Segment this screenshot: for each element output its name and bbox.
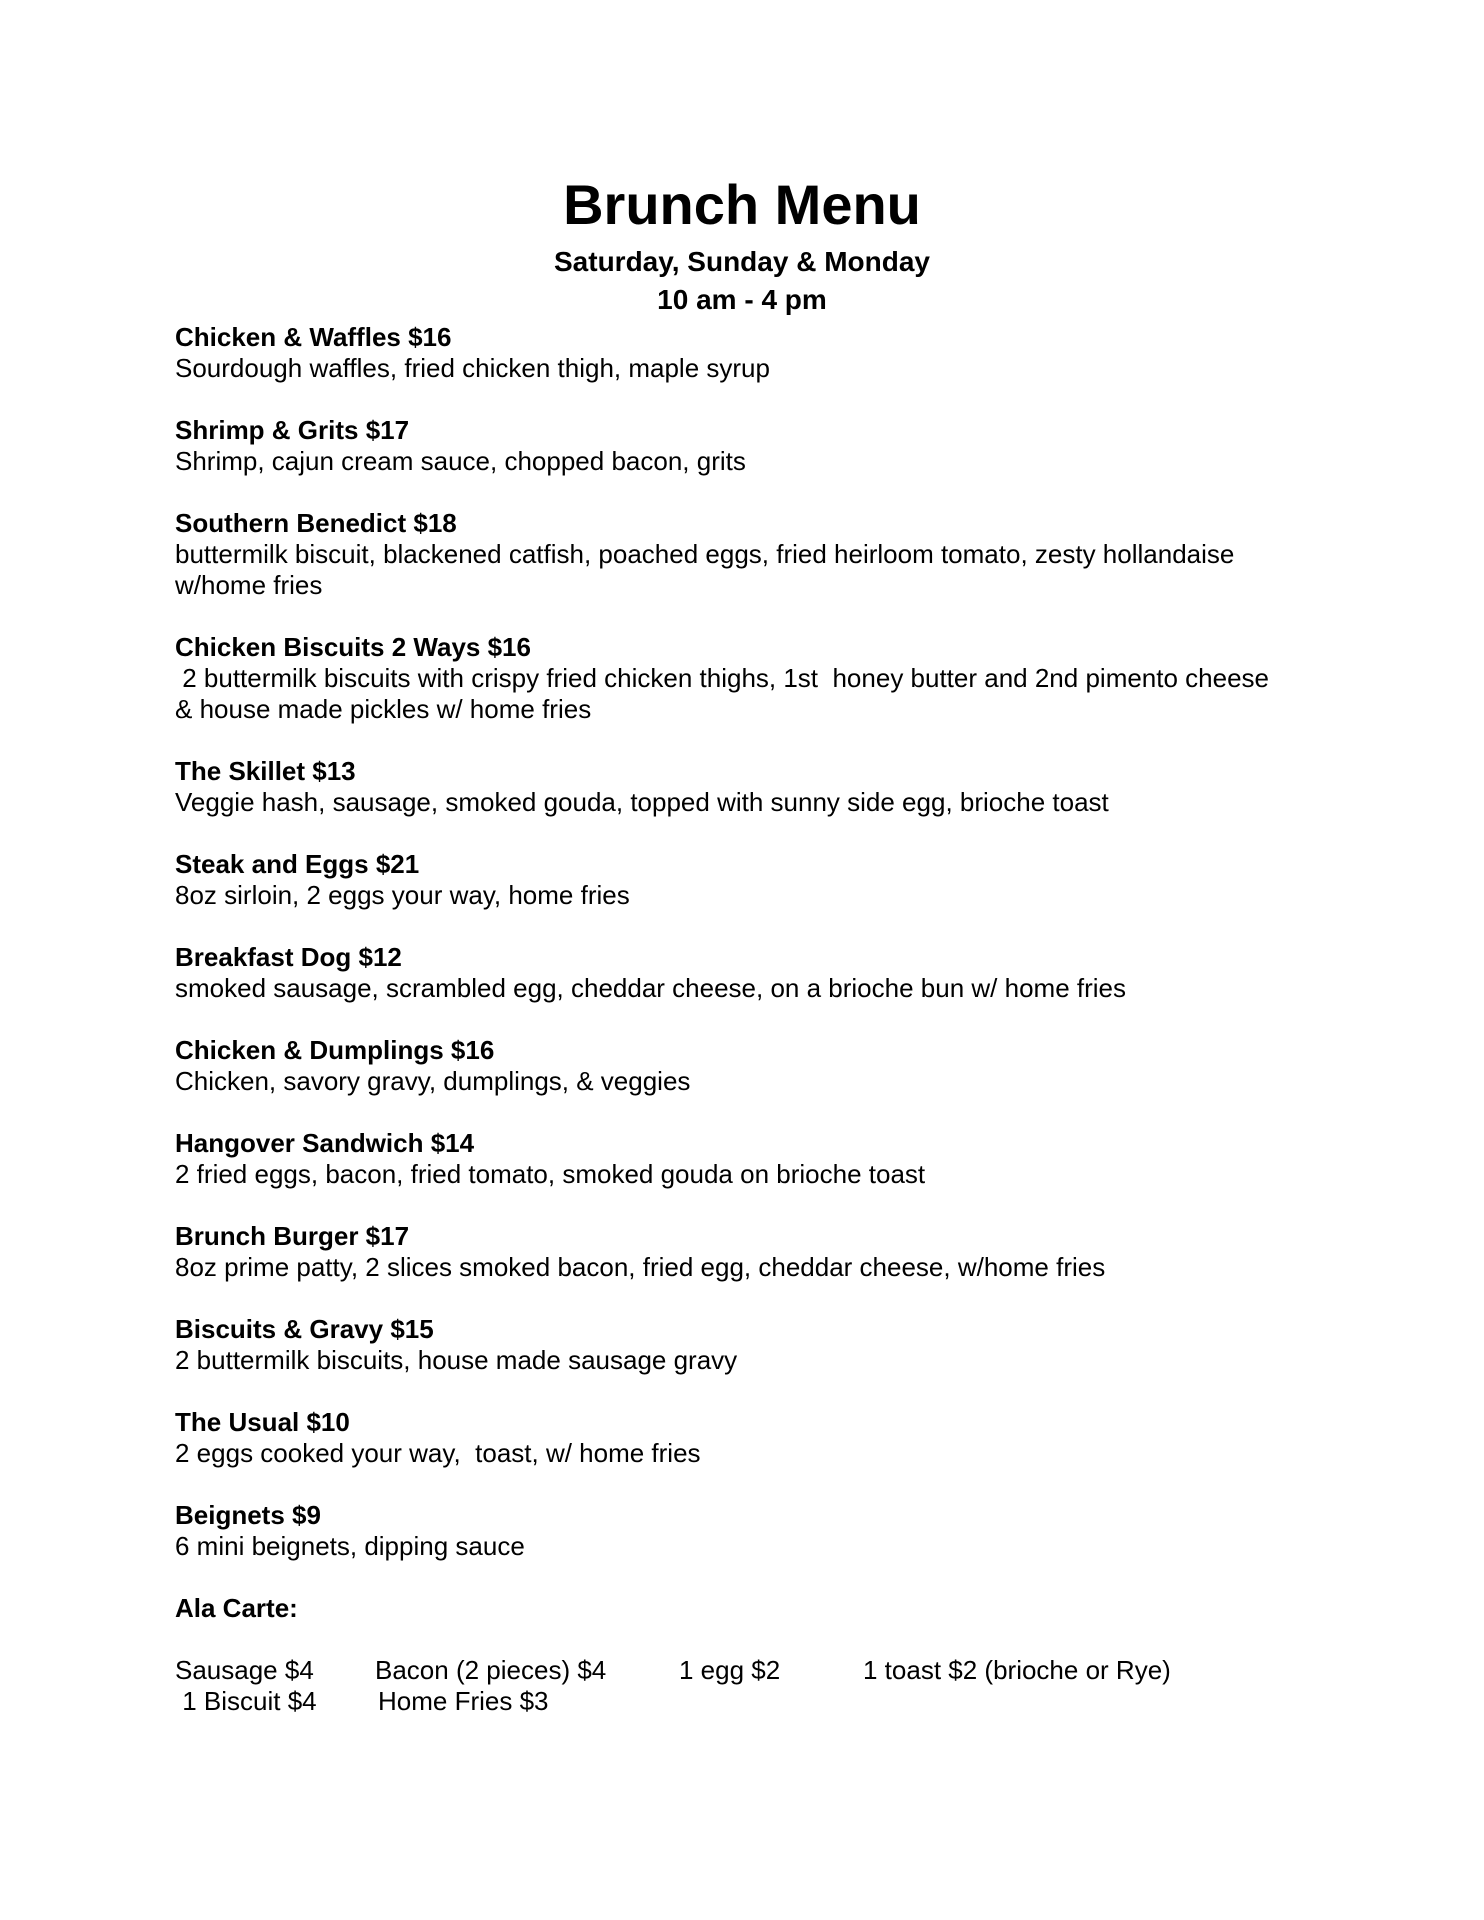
menu-item (175, 508, 1325, 601)
ala-carte-item: Sausage $4 (175, 1655, 314, 1685)
menu-item (175, 849, 1325, 911)
menu-item-name: Steak and Eggs $21 (175, 849, 420, 879)
menu-item-description: Sourdough waffles, fried chicken thigh, maple syrup (175, 353, 770, 383)
menu-item-name: Chicken Biscuits 2 Ways $16 (175, 632, 531, 662)
page-title: Brunch Menu (563, 173, 921, 236)
menu-item-description: 8oz sirloin, 2 eggs your way, home fries (175, 880, 630, 910)
menu-item-name: Southern Benedict $18 (175, 508, 457, 538)
menu-item-description: Chicken, savory gravy, dumplings, & veggies (175, 1066, 691, 1096)
menu-item-description: 6 mini beignets, dipping sauce (175, 1531, 525, 1561)
menu-item (175, 1221, 1325, 1283)
menu-item-name: Breakfast Dog $12 (175, 942, 402, 972)
ala-carte-heading: Ala Carte: (175, 1593, 298, 1623)
service-hours: 10 am - 4 pm (657, 284, 827, 315)
menu-item (175, 632, 1325, 725)
menu-item-name: Brunch Burger $17 (175, 1221, 410, 1251)
ala-carte-item: 1 egg $2 (679, 1655, 781, 1685)
menu-item (175, 1035, 1325, 1097)
ala-carte-item: 1 toast $2 (brioche or Rye) (863, 1655, 1171, 1685)
menu-item-name: The Usual $10 (175, 1407, 350, 1437)
menu-item-description: buttermilk biscuit, blackened catfish, poached eggs, fried heirloom tomato, zesty hollandaise w/home fries (175, 539, 1235, 600)
menu-item (175, 1407, 1325, 1469)
ala-carte-item: Home Fries $3 (378, 1686, 549, 1716)
ala-carte-row (175, 1655, 1325, 1686)
menu-item (175, 1128, 1325, 1190)
menu-item-description: smoked sausage, scrambled egg, cheddar cheese, on a brioche bun w/ home fries (175, 973, 1126, 1003)
menu-item-name: Beignets $9 (175, 1500, 321, 1530)
ala-carte-row (175, 1686, 1325, 1717)
menu-item (175, 756, 1325, 818)
menu-item-name: Chicken & Waffles $16 (175, 322, 452, 352)
menu-item-name: Hangover Sandwich $14 (175, 1128, 475, 1158)
menu-item-name: The Skillet $13 (175, 756, 356, 786)
menu-item (175, 942, 1325, 1004)
ala-carte-item: 1 Biscuit $4 (175, 1686, 317, 1716)
menu-item-description: Veggie hash, sausage, smoked gouda, topped with sunny side egg, brioche toast (175, 787, 1109, 817)
menu-item-description: 2 fried eggs, bacon, fried tomato, smoked gouda on brioche toast (175, 1159, 926, 1189)
menu-item-description: Shrimp, cajun cream sauce, chopped bacon, grits (175, 446, 746, 476)
menu-item (175, 322, 1325, 384)
menu-item (175, 1500, 1325, 1562)
ala-carte-item: Bacon (2 pieces) $4 (375, 1655, 607, 1685)
menu-item (175, 415, 1325, 477)
menu-item-description: 8oz prime patty, 2 slices smoked bacon, fried egg, cheddar cheese, w/home fries (175, 1252, 1106, 1282)
menu-item-name: Chicken & Dumplings $16 (175, 1035, 495, 1065)
menu-item (175, 1314, 1325, 1376)
menu-item-name: Shrimp & Grits $17 (175, 415, 410, 445)
menu-item-name: Biscuits & Gravy $15 (175, 1314, 434, 1344)
service-days: Saturday, Sunday & Monday (554, 246, 930, 277)
menu-item-description: 2 buttermilk biscuits with crispy fried chicken thighs, 1st honey butter and 2nd pimento cheese & house made pickles w/ home fries (175, 663, 1270, 724)
menu-item-description: 2 eggs cooked your way, toast, w/ home fries (175, 1438, 701, 1468)
menu-items-list (175, 322, 1325, 1717)
menu-item-description: 2 buttermilk biscuits, house made sausage gravy (175, 1345, 738, 1375)
